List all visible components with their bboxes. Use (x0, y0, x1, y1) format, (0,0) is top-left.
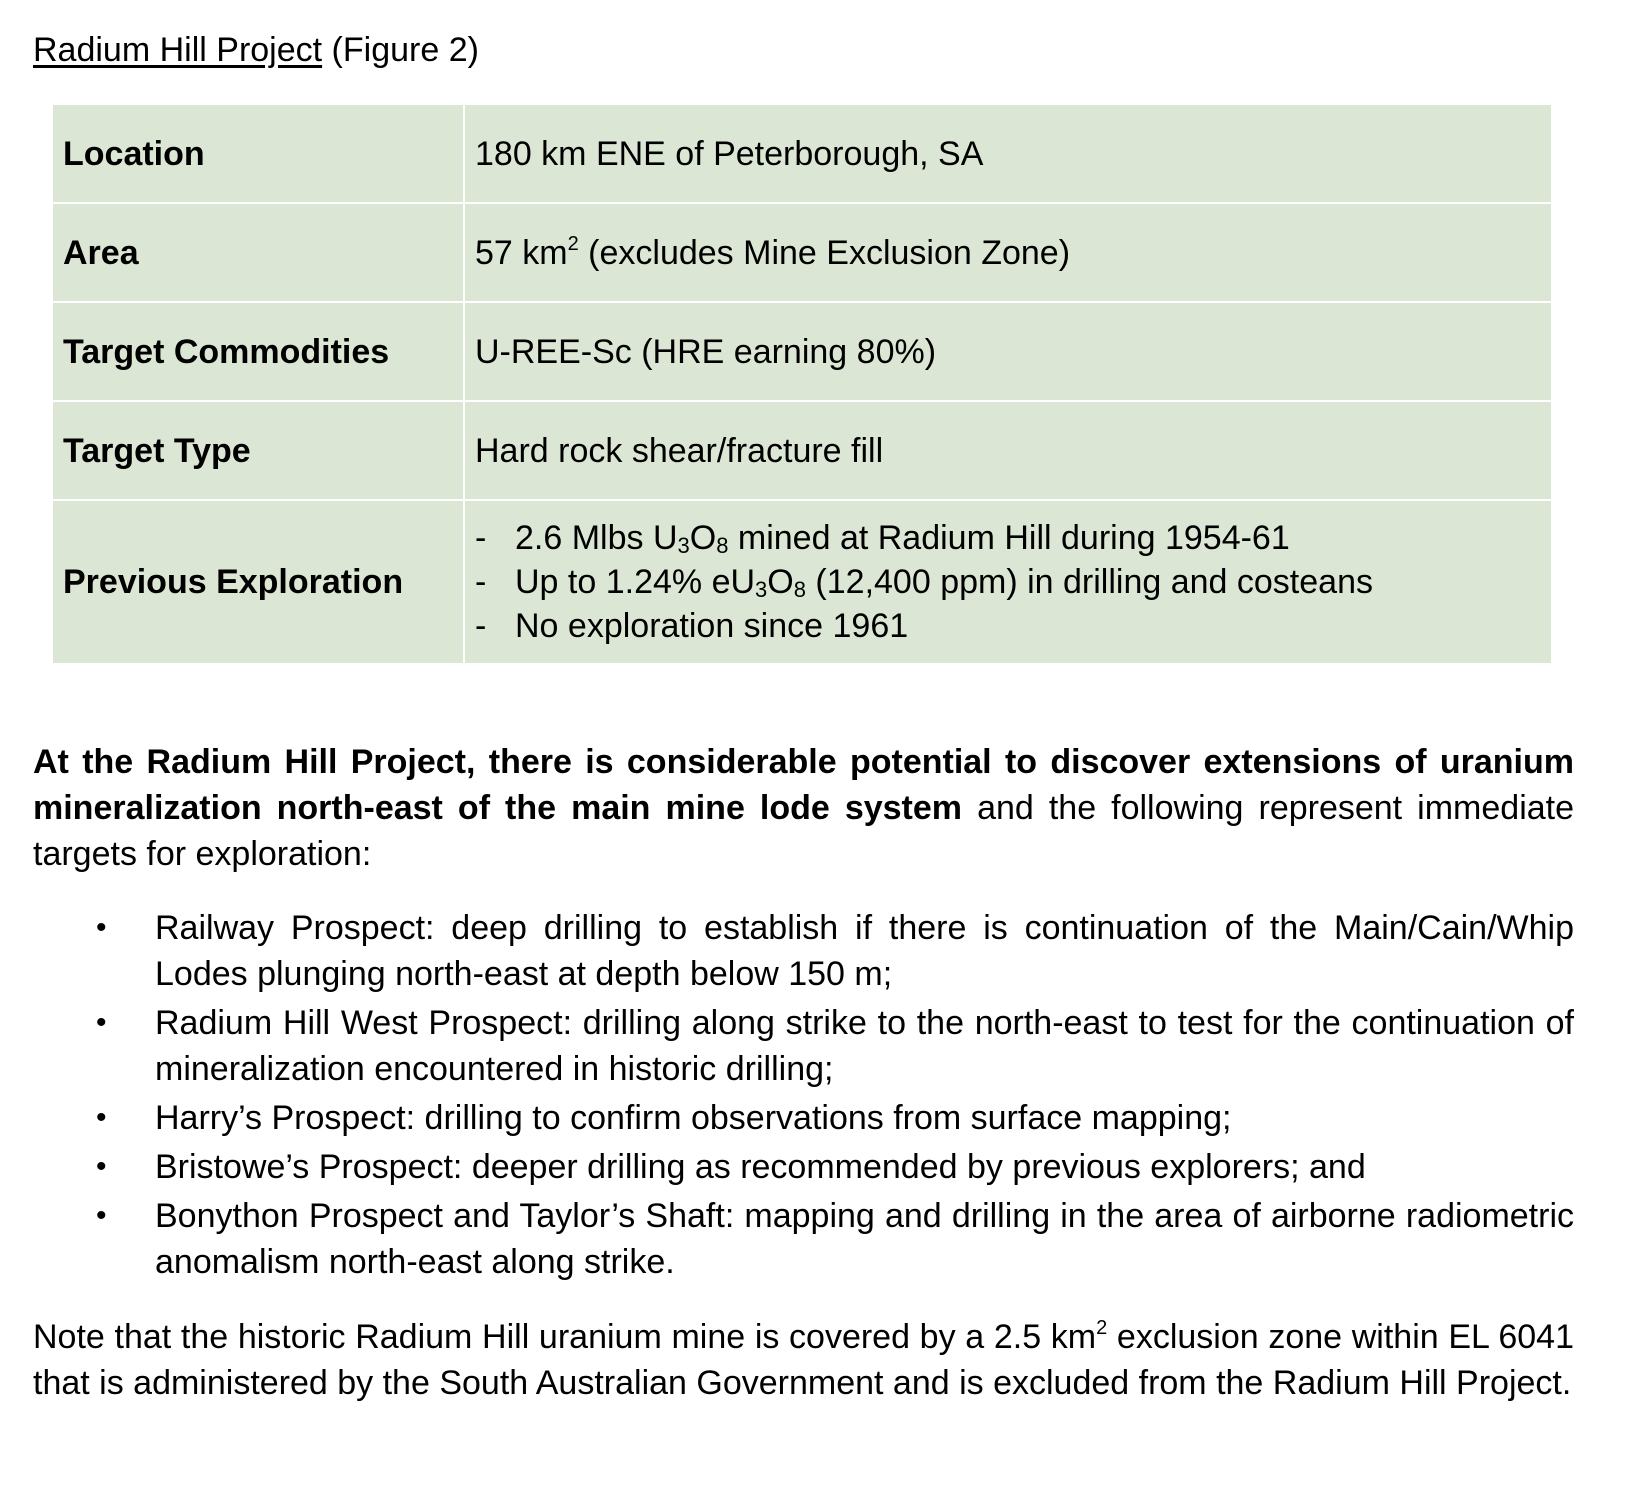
dash-marker: - (475, 563, 487, 601)
figure-reference: (Figure 2) (331, 31, 479, 69)
item-text: (12,400 ppm) in drilling and costeans (805, 563, 1373, 601)
item-text: mined at Radium Hill during 1954-61 (728, 519, 1290, 557)
list-item (33, 1000, 1574, 1092)
bullet-icon: • (96, 911, 107, 944)
row-label: Area (52, 203, 464, 302)
target-text: Harry’s Prospect: drilling to confirm observations from surface mapping; (155, 1099, 1232, 1137)
area-value-note: (excludes Mine Exclusion Zone) (578, 233, 1071, 272)
list-item (33, 905, 1574, 997)
exploration-item (475, 604, 1541, 648)
table-row-previous-exploration (52, 500, 1552, 664)
section-heading (33, 30, 479, 70)
bullet-icon: • (96, 1150, 107, 1183)
note-superscript: 2 (1096, 1317, 1108, 1339)
subscript: 3 (755, 577, 768, 602)
area-value-number: 57 km (475, 233, 568, 272)
target-text: Radium Hill West Prospect: drilling along strike to the north-east to test for the continuation of mineralization encountered in historic drilling; (155, 1004, 1574, 1088)
bullet-icon: • (96, 1101, 107, 1134)
item-text: O (767, 563, 794, 601)
exploration-item (475, 516, 1541, 560)
project-summary-table (51, 103, 1553, 665)
row-value: Hard rock shear/fracture fill (464, 401, 1552, 500)
row-label: Target Commodities (52, 302, 464, 401)
target-text: Bonython Prospect and Taylor’s Shaft: mapping and drilling in the area of airborne radiometric anomalism north-east along strike. (155, 1197, 1574, 1281)
item-text: No exploration since 1961 (515, 607, 909, 645)
bullet-icon: • (96, 1006, 107, 1039)
exploration-targets-list (33, 905, 1574, 1288)
exploration-item (475, 560, 1541, 604)
note-paragraph (33, 1314, 1574, 1406)
row-label: Target Type (52, 401, 464, 500)
intro-paragraph (33, 739, 1574, 877)
list-item (33, 1144, 1574, 1190)
dash-marker: - (475, 607, 487, 645)
row-value: 180 km ENE of Peterborough, SA (464, 104, 1552, 203)
intro-bold-text: At the Radium Hill Project, there is considerable potential to discover extensions of uranium mineralization north-east of the main mine lode system (33, 743, 1574, 827)
project-title: Radium Hill Project (33, 31, 323, 69)
item-text: Up to 1.24% eU (515, 563, 756, 601)
subscript: 8 (716, 533, 729, 558)
item-text: 2.6 Mlbs U (515, 519, 678, 557)
subscript: 3 (677, 533, 690, 558)
area-superscript: 2 (567, 232, 579, 255)
list-item (33, 1095, 1574, 1141)
exploration-list (475, 516, 1541, 648)
table-row-target-type (52, 401, 1552, 500)
table-row-area (52, 203, 1552, 302)
table-row-target-commodities (52, 302, 1552, 401)
note-text: exclusion zone within EL 6041 that is administered by the South Australian Government and is excluded from the Radium Hill Project. (33, 1318, 1574, 1402)
row-value (464, 500, 1552, 664)
bullet-icon: • (96, 1199, 107, 1232)
target-text: Railway Prospect: deep drilling to establish if there is continuation of the Main/Cain/Whip Lodes plunging north-east at depth below 150 m; (155, 909, 1574, 993)
row-value: U-REE-Sc (HRE earning 80%) (464, 302, 1552, 401)
target-text: Bristowe’s Prospect: deeper drilling as recommended by previous explorers; and (155, 1148, 1366, 1186)
intro-text: and the following represent immediate targets for exploration: (33, 789, 1575, 873)
table-row-location (52, 104, 1552, 203)
dash-marker: - (475, 519, 487, 557)
row-label: Previous Exploration (52, 500, 464, 664)
row-value (464, 203, 1552, 302)
row-label: Location (52, 104, 464, 203)
item-text: O (689, 519, 717, 557)
note-text: Note that the historic Radium Hill uranium mine is covered by a 2.5 km (33, 1318, 1097, 1356)
list-item (33, 1193, 1574, 1285)
subscript: 8 (793, 577, 806, 602)
